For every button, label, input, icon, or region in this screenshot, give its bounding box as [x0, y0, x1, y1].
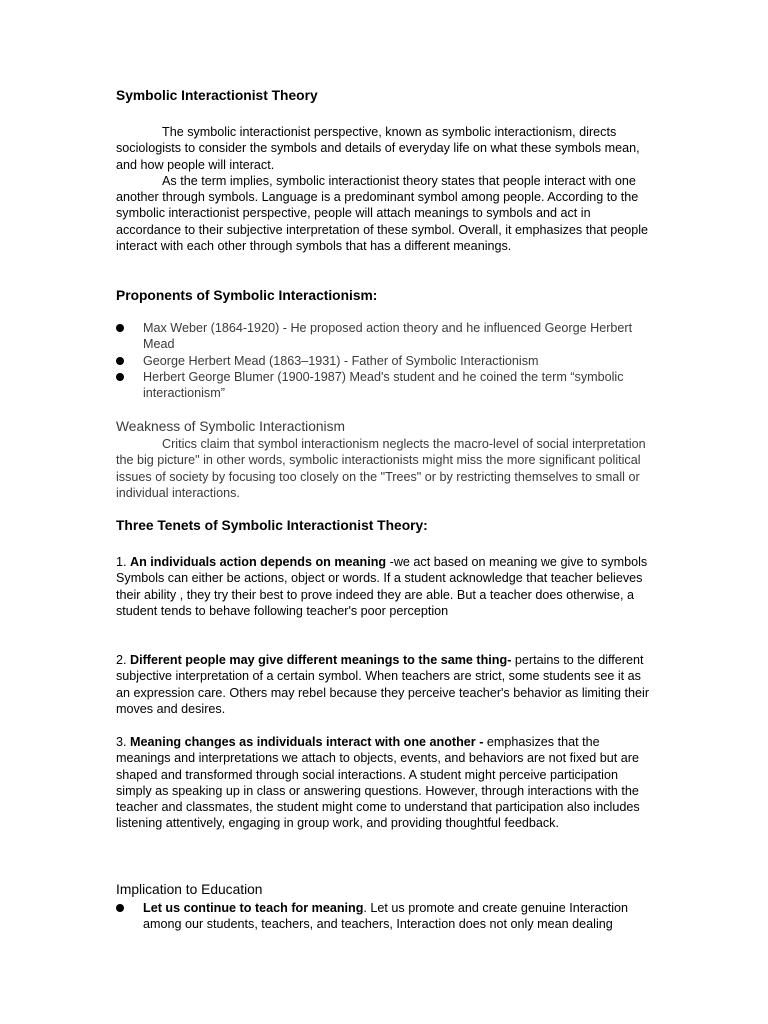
- implication-list: [116, 900, 656, 933]
- tenet-3: [116, 734, 656, 832]
- implication-item-text: . Let us promote and create genuine Interaction among our students, teachers, and teachers, Interaction does not only mean dealing: [143, 901, 629, 932]
- tenet-1: [116, 554, 656, 619]
- intro-paragraph-1: The symbolic interactionist perspective, known as symbolic interactionism, directs sociologists to consider the symbols and details of everyday life on what these symbols mean, and how people will interact.: [116, 125, 640, 172]
- tenet-title: An individuals action depends on meaning: [130, 555, 387, 569]
- proponents-list-wrap: [116, 320, 656, 401]
- tenet-paragraph: [116, 554, 656, 619]
- implication-list-wrap: [116, 900, 656, 933]
- tenet-number: 2.: [116, 653, 127, 667]
- list-item: [116, 320, 656, 353]
- proponents-heading: Proponents of Symbolic Interactionism:: [116, 288, 378, 303]
- tenet-paragraph: [116, 734, 656, 832]
- weakness-paragraph: Critics claim that symbol interactionism neglects the macro-level of social interpretation the big picture" in other words, symbolic interactionists might miss the more significant political issues of society by focusing too closely on the "Trees" or by restricting themselves to small or individual interactions.: [116, 437, 646, 500]
- list-item: [116, 369, 656, 402]
- weakness-section: [116, 436, 656, 501]
- weakness-heading: Weakness of Symbolic Interactionism: [116, 419, 346, 434]
- list-item-text: Herbert George Blumer (1900-1987) Mead's student and he coined the term “symbolic interactionism”: [143, 369, 624, 401]
- list-item-text: Max Weber (1864-1920) - He proposed action theory and he influenced George Herbert Mead: [143, 321, 633, 352]
- list-item: [116, 900, 656, 933]
- bullet-icon: [116, 324, 124, 332]
- bullet-icon: [116, 357, 124, 365]
- tenet-number: 3.: [116, 735, 127, 749]
- list-item: [116, 353, 656, 369]
- page-title: Symbolic Interactionist Theory: [116, 88, 318, 103]
- list-item-text: George Herbert Mead (1863–1931) - Father of Symbolic Interactionism: [143, 353, 539, 368]
- tenet-text: -we act based on meaning we give to symbols Symbols can either be actions, object or words. If a student acknowledge that teacher believes their ability , they try their best to prove indeed they are able. But a teacher does otherwise, a student tends to behave following teacher's poor perception: [116, 555, 648, 618]
- intro-section: [116, 124, 656, 254]
- proponents-list: [116, 320, 656, 401]
- tenet-text: emphasizes that the meanings and interpretations we attach to objects, events, and behaviors are not fixed but are shaped and transformed through social interactions. A student might perceive participation simply as speaking up in class or answering questions. However, through interactions with the teacher and classmates, the student might come to understand that participation also includes listening attentively, engaging in group work, and providing thoughtful feedback.: [116, 735, 640, 831]
- bullet-icon: [116, 373, 124, 381]
- intro-paragraph-2: As the term implies, symbolic interactionist theory states that people interact with one another through symbols. Language is a predominant symbol among people. According to the symbolic interactionist perspective, people will attach meanings to symbols and act in accordance to their subjective interpretation of these symbol. Overall, it emphasizes that people interact with each other through symbols that has a different meanings.: [116, 173, 649, 254]
- tenet-text: pertains to the different subjective interpretation of a certain symbol. When teachers are strict, some students see it as an expression care. Others may rebel because they perceive teacher's behavior as limiting their moves and desires.: [116, 653, 650, 716]
- tenet-number: 1.: [116, 555, 127, 569]
- tenet-paragraph: [116, 652, 656, 717]
- bullet-icon: [116, 904, 124, 912]
- tenet-2: [116, 652, 656, 717]
- tenet-title: Meaning changes as individuals interact with one another -: [130, 735, 484, 749]
- implication-heading: Implication to Education: [116, 882, 263, 897]
- tenets-heading: Three Tenets of Symbolic Interactionist Theory:: [116, 518, 428, 533]
- implication-item-title: Let us continue to teach for meaning: [143, 901, 364, 915]
- tenet-title: Different people may give different meanings to the same thing-: [130, 653, 512, 667]
